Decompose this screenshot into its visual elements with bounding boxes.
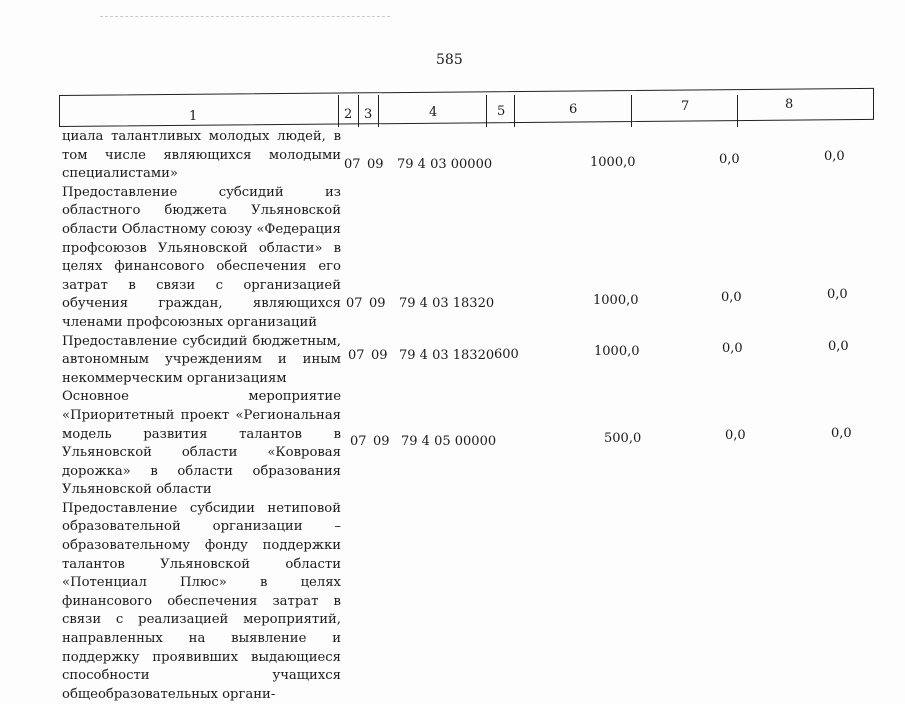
row4-col6: 500,0	[604, 431, 642, 446]
row1-col8: 0,0	[824, 149, 845, 164]
header-col-8: 8	[785, 97, 794, 112]
paragraph-carpet-project: Основное мероприятие «Приоритетный проект «Региональная модель развития талантов в Ульяновской области «Ковровая дорожка» в области образования Ульяновской области	[62, 389, 341, 498]
header-divider	[358, 95, 359, 127]
row4-target-code: 79 4 05 00000	[401, 434, 497, 449]
row2-podrazdel: 09	[369, 296, 386, 311]
row3-col8: 0,0	[828, 339, 849, 354]
row3-col7: 0,0	[722, 341, 743, 356]
row2-target-code: 79 4 03 18320	[399, 296, 495, 311]
header-col-3: 3	[364, 107, 373, 122]
row3-expense-type: 600	[494, 347, 519, 362]
header-frame	[59, 88, 874, 127]
paragraph-budget-subsidy: Предоставление субсидий бюджетным, автономным учреждениям и иным некоммерческим организациям	[62, 333, 341, 386]
row2-razdel: 07	[346, 296, 363, 311]
header-divider	[486, 95, 487, 127]
row4-razdel: 07	[350, 434, 367, 449]
header-divider	[737, 95, 738, 127]
paragraph-talent-end: циала талантливых молодых людей, в том числе являющихся молодыми специалистами»	[62, 129, 341, 182]
row3-podrazdel: 09	[371, 348, 388, 363]
paragraph-union-subsidy: Предоставление субсидий из областного бюджета Ульяновской области Областному союзу «Федерация профсоюзов Ульяновской области» в целях финансового обеспечения его затрат в связи с организацией обучения граждан, являющихся членами профсоюзных организаций	[62, 184, 341, 330]
header-divider	[378, 95, 379, 127]
row3-col6: 1000,0	[594, 344, 640, 359]
header-col-7: 7	[681, 99, 690, 114]
page-number: 585	[436, 52, 463, 68]
row2-col6: 1000,0	[593, 293, 639, 308]
description-column	[62, 128, 341, 704]
row3-target-code: 79 4 03 18320	[399, 348, 495, 363]
table-header	[59, 95, 874, 127]
header-divider	[338, 95, 339, 127]
header-divider	[514, 95, 515, 127]
row3-razdel: 07	[348, 348, 365, 363]
row1-col6: 1000,0	[590, 155, 636, 170]
row4-podrazdel: 09	[373, 434, 390, 449]
row2-col8: 0,0	[827, 287, 848, 302]
row1-podrazdel: 09	[367, 157, 384, 172]
row1-razdel: 07	[344, 157, 361, 172]
header-divider	[631, 95, 632, 127]
row4-col8: 0,0	[831, 426, 852, 441]
row2-col7: 0,0	[721, 290, 742, 305]
row4-col7: 0,0	[725, 428, 746, 443]
header-col-5: 5	[497, 104, 506, 119]
paragraph-potential-plus: Предоставление субсидии нетиповой образовательной организации – образовательному фонду поддержки талантов Ульяновской области «Потенциал Плюс» в целях финансового обеспечения затрат в связи с реализацией мероприятий, направленных на выявление и поддержку проявивших выдающиеся способности учащихся общеобразовательных органи-	[62, 500, 341, 702]
row1-target-code: 79 4 03 00000	[397, 157, 493, 172]
header-col-1: 1	[189, 109, 198, 124]
header-col-2: 2	[344, 107, 353, 122]
header-col-4: 4	[429, 105, 438, 120]
row1-col7: 0,0	[719, 152, 740, 167]
header-col-6: 6	[569, 102, 578, 117]
scan-artifact-line	[100, 16, 390, 20]
